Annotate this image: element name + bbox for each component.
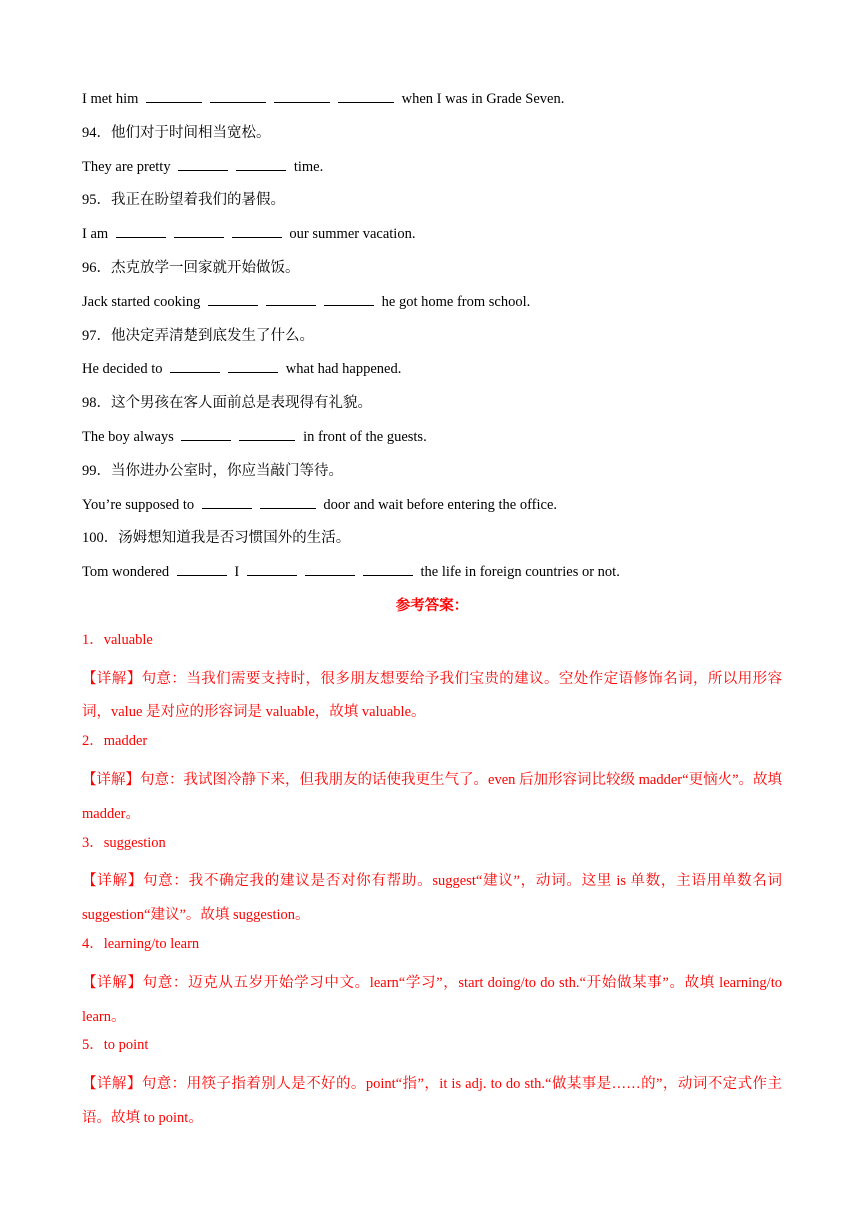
sentence-prefix: They are pretty	[82, 158, 171, 175]
question-97-chinese: 97．他决定弄清楚到底发生了什么。	[82, 327, 314, 344]
document-content	[82, 88, 782, 1136]
answer-blank	[274, 88, 330, 103]
question-99-chinese: 99．当你进办公室时，你应当敲门等待。	[82, 462, 343, 479]
answer-blank	[202, 494, 252, 509]
answer-1-heading: 1．valuable	[82, 631, 153, 648]
answer-blank	[236, 156, 286, 171]
answer-blank	[338, 88, 394, 103]
sentence-prefix: Jack started cooking	[82, 293, 201, 310]
question-96-chinese: 96．杰克放学一回家就开始做饭。	[82, 259, 300, 276]
explanation-text: 句意：迈克从五岁开始学习中文。learn“学习”，start doing/to do sth.“开始做某事”。故填 learning/to learn。	[82, 974, 782, 1025]
question-93-sentence	[82, 88, 782, 122]
question-100-sentence	[82, 561, 782, 595]
explanation-tag: 【详解】	[82, 771, 141, 788]
question-97-sentence	[82, 358, 782, 392]
answer-blank	[210, 88, 266, 103]
explanation-tag: 【详解】	[82, 873, 143, 890]
answer-blank	[181, 426, 231, 441]
answer-blank	[208, 291, 258, 306]
answer-2-heading: 2．madder	[82, 733, 148, 750]
explanation-text: 句意：我不确定我的建议是否对你有帮助。suggest“建议”，动词。这里 is 单数，主语用单数名词 suggestion“建议”。故填 suggestion。	[82, 873, 783, 924]
answer-5-heading: 5．to point	[82, 1037, 149, 1054]
question-94-chinese: 94．他们对于时间相当宽松。	[82, 124, 271, 141]
answers-title: 参考答案：	[395, 597, 469, 614]
sentence-prefix: He decided to	[82, 361, 163, 378]
answer-3-heading: 3．suggestion	[82, 834, 166, 851]
question-99-sentence	[82, 494, 782, 528]
sentence-suffix: our summer vacation.	[289, 226, 416, 243]
answer-1-explanation	[82, 663, 782, 731]
sentence-suffix: door and wait before entering the office.	[323, 496, 558, 513]
answer-2-explanation	[82, 764, 782, 832]
answer-blank	[232, 223, 282, 238]
question-95-chinese: 95．我正在盼望着我们的暑假。	[82, 192, 285, 209]
answer-3-explanation	[82, 865, 782, 933]
answer-4-explanation	[82, 967, 782, 1035]
question-96-sentence	[82, 291, 782, 325]
explanation-tag: 【详解】	[82, 670, 142, 687]
sentence-prefix: Tom wondered	[82, 564, 170, 581]
answer-blank	[177, 561, 227, 576]
sentence-suffix: what had happened.	[285, 361, 402, 378]
answer-4-heading: 4．learning/to learn	[82, 935, 200, 952]
answer-blank	[239, 426, 295, 441]
answer-5-explanation	[82, 1068, 782, 1136]
explanation-tag: 【详解】	[82, 1076, 142, 1093]
explanation-text: 句意：用筷子指着别人是不好的。point“指”，it is adj. to do sth.“做某事是……的”，动词不定式作主语。故填 to point。	[82, 1076, 782, 1126]
question-98-sentence	[82, 426, 782, 460]
explanation-tag: 【详解】	[82, 974, 143, 991]
answer-blank	[116, 223, 166, 238]
answer-blank	[363, 561, 413, 576]
explanation-text: 句意：当我们需要支持时，很多朋友想要给予我们宝贵的建议。空处作定语修饰名词，所以用形容词，value 是对应的形容词是 valuable，故填 valuable。	[82, 670, 782, 721]
sentence-prefix: You’re supposed to	[82, 496, 195, 513]
answer-blank	[228, 358, 278, 373]
answer-blank	[174, 223, 224, 238]
answer-blank	[324, 291, 374, 306]
question-100-chinese: 100．汤姆想知道我是否习惯国外的生活。	[82, 530, 351, 547]
sentence-suffix: in front of the guests.	[303, 428, 427, 445]
sentence-suffix: he got home from school.	[381, 293, 531, 310]
sentence-prefix: The boy always	[82, 428, 174, 445]
sentence-middle: I	[234, 564, 240, 581]
sentence-prefix: I am	[82, 226, 109, 243]
sentence-suffix: the life in foreign countries or not.	[420, 564, 620, 581]
answer-blank	[170, 358, 220, 373]
answer-blank	[146, 88, 202, 103]
answer-blank	[260, 494, 316, 509]
question-94-sentence	[82, 156, 782, 190]
sentence-prefix: I met him	[82, 91, 139, 107]
answer-blank	[266, 291, 316, 306]
sentence-suffix: when I was in Grade Seven.	[401, 91, 565, 107]
question-95-sentence	[82, 223, 782, 257]
answer-blank	[247, 561, 297, 576]
explanation-text: 句意：我试图冷静下来，但我朋友的话使我更生气了。even 后加形容词比较级 madder“更恼火”。故填 madder。	[82, 771, 783, 822]
question-98-chinese: 98．这个男孩在客人面前总是表现得有礼貌。	[82, 395, 372, 412]
answer-blank	[305, 561, 355, 576]
answer-blank	[178, 156, 228, 171]
sentence-suffix: time.	[293, 158, 324, 175]
